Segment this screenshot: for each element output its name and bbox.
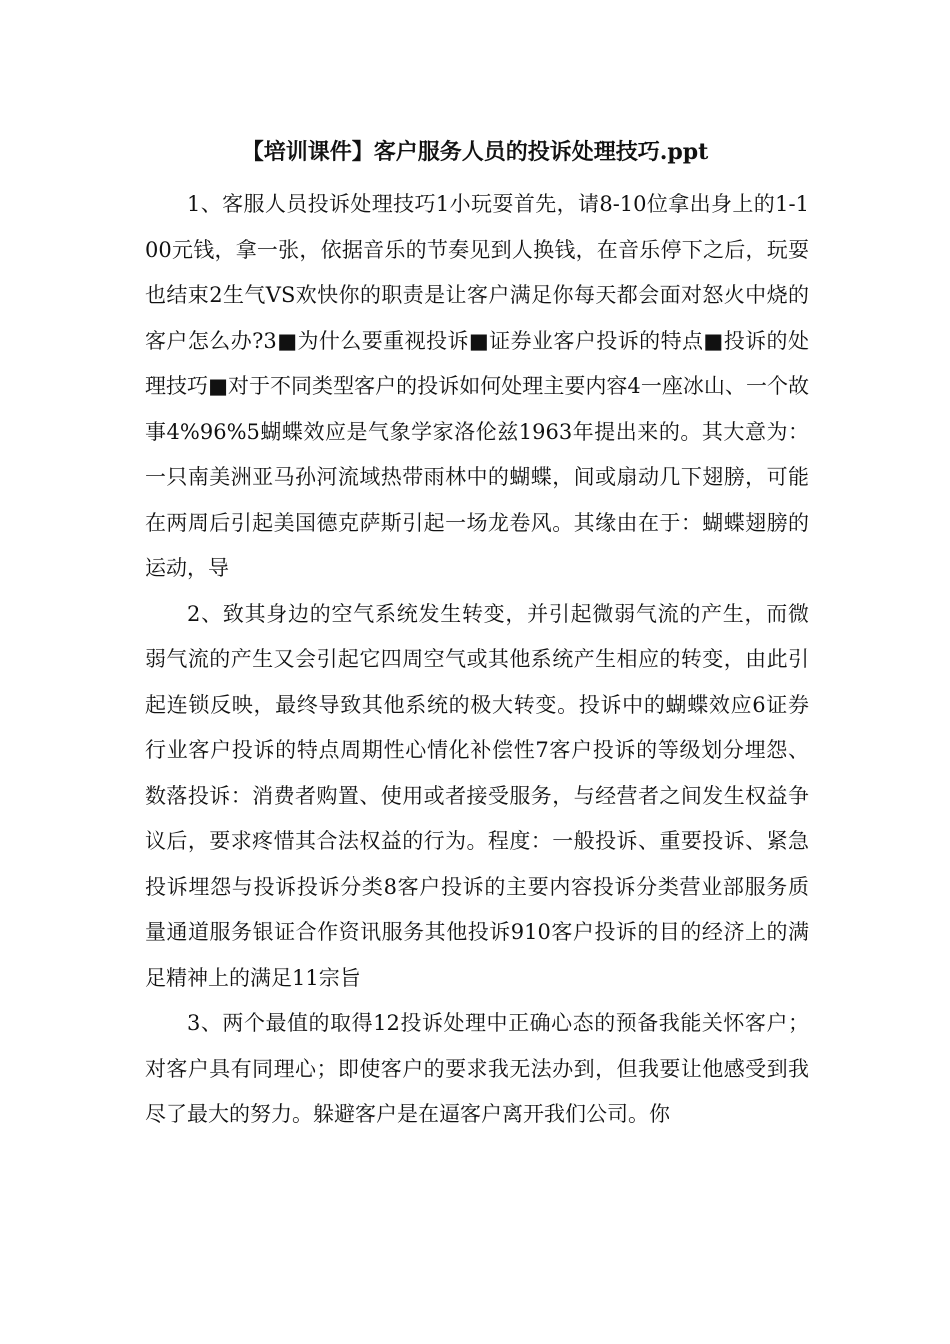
paragraph-2: 2、致其身边的空气系统发生转变，并引起微弱气流的产生，而微弱气流的产生又会引起它四周空气或其他系统产生相应的转变，由此引起连锁反映，最终导致其他系统的极大转变。投诉中的蝴蝶效应6证券行业客户投诉的特点周期性心情化补偿性7客户投诉的等级划分埋怨、数落投诉：消费者购置、使用或者接受服务，与经营者之间发生权益争议后，要求疼惜其合法权益的行为。程度：一般投诉、重要投诉、紧急投诉埋怨与投诉投诉分类8客户投诉的主要内容投诉分类营业部服务质量通道服务银证合作资讯服务其他投诉910客户投诉的目的经济上的满足精神上的满足11宗旨 bbox=[145, 601, 809, 990]
document-body bbox=[145, 182, 809, 1138]
paragraph-1: 1、客服人员投诉处理技巧1小玩耍首先，请8-10位拿出身上的1-100元钱，拿一张，依据音乐的节奏见到人换钱，在音乐停下之后，玩耍也结束2生气VS欢快你的职责是让客户满足你每天都会面对怒火中烧的客户怎么办?3■为什么要重视投诉■证券业客户投诉的特点■投诉的处理技巧■对于不同类型客户的投诉如何处理主要内容4一座冰山、一个故事4%96%5蝴蝶效应是气象学家洛伦兹1963年提出来的。其大意为：一只南美洲亚马孙河流域热带雨林中的蝴蝶，间或扇动几下翅膀，可能在两周后引起美国德克萨斯引起一场龙卷风。其缘由在于：蝴蝶翅膀的运动，导 bbox=[145, 192, 809, 580]
document-title: 【培训课件】客户服务人员的投诉处理技巧.ppt bbox=[241, 139, 709, 165]
paragraph-3: 3、两个最值的取得12投诉处理中正确心态的预备我能关怀客户；对客户具有同理心；即使客户的要求我无法办到，但我要让他感受到我尽了最大的努力。躲避客户是在逼客户离开我们公司。你 bbox=[145, 1011, 809, 1126]
